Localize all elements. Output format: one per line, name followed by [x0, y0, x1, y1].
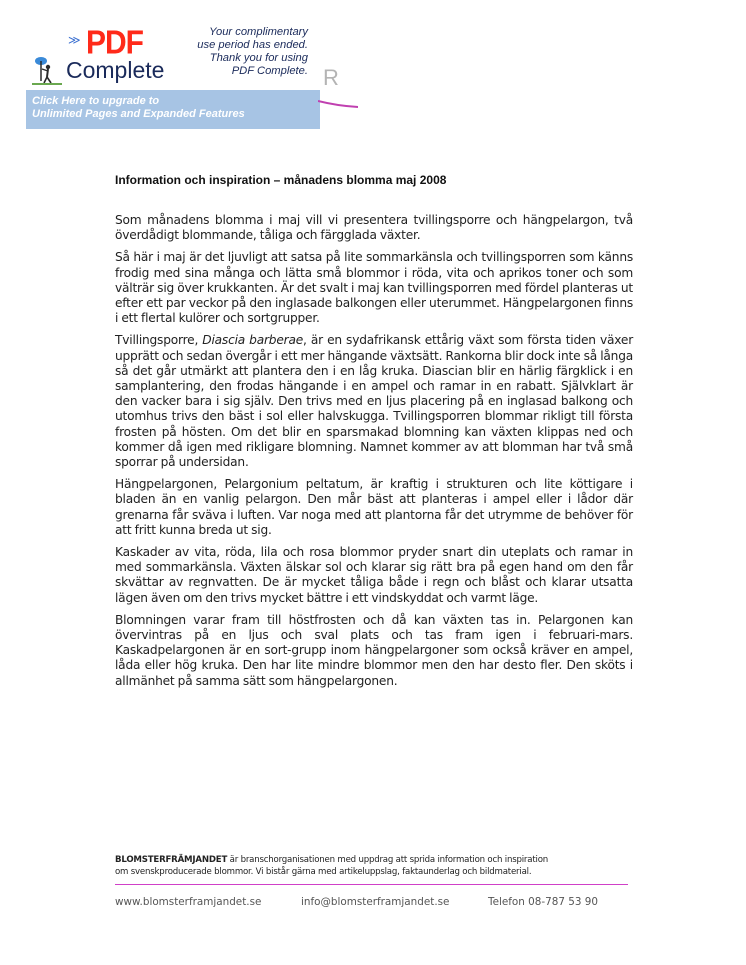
brand-complete: Complete: [66, 57, 165, 83]
org-name: BLOMSTERFRÄMJANDET: [115, 855, 228, 865]
paragraph: Som månadens blomma i maj vill vi presentera tvillingsporre och hängpelargon, två överdådigt blommande, tåliga och färgglada växter.: [115, 213, 633, 243]
double-chevron-icon: ≫: [68, 33, 81, 47]
expired-message-line: PDF Complete.: [231, 65, 308, 77]
letterhead-swoosh-icon: [318, 98, 358, 112]
upgrade-line[interactable]: Unlimited Pages and Expanded Features: [32, 108, 245, 120]
expired-message: [158, 26, 308, 78]
expired-message-line: Your complimentary: [209, 26, 308, 38]
footer-contact: [115, 896, 635, 908]
paragraph-text: Tvillingsporre,: [115, 333, 203, 348]
document-title: Information och inspiration – månadens blomma maj 2008: [115, 173, 447, 187]
paragraph: [115, 333, 633, 470]
expired-message-line: use period has ended.: [197, 39, 308, 51]
pdf-complete-banner[interactable]: [26, 25, 320, 129]
upgrade-link[interactable]: [26, 90, 320, 129]
about-line-1: är branschorganisationen med uppdrag att sprida information och inspiration: [227, 855, 548, 865]
footer-divider: [115, 884, 628, 885]
banner-logo-area: [26, 25, 320, 90]
document-body: [115, 213, 633, 696]
expired-message-line: Thank you for using: [209, 52, 308, 64]
paragraph: Blomningen varar fram till höstfrosten och då kan växten tas in. Pelargonen kan övervintras på en ljus och sval plats och tas fram igen i februari-mars. Kaskadpelargonen är en sort-grupp inom hängpelargoner som också kräver en ampel, låda eller hög kruka. Den har lite mindre blommor men den har desto fler. Den sköts i allmänhet på samma sätt som hängpelargonen.: [115, 612, 633, 688]
letterhead-logo-fragment: R: [323, 65, 339, 90]
footer-about: [115, 854, 635, 878]
species-name: Diascia barberae: [202, 333, 304, 348]
paragraph-text: , är en sydafrikansk ettårig växt som första tiden växer upprätt och sedan övergår i ett mer hängande växtsätt. Rankorna blir dock inte så långa så det går utmärkt att plantera den i en låg kruka. Diascian blir en härlig färgklick i en samplantering, den frodas hängande i en ampel och ramar in en rabatt. Självklart är den vacker bara i sig själv. Den trivs med en ljus placering på en inglasad balkong och utomhus trivs den bäst i sol eller halvskugga. Tvillingsporren blommar rikligt till första frosten på hösten. Om det blir en sparsmakad blomning kan växten klippas ned och kommer då igen med rikligare blomning. Namnet kommer av att blomman har två små sporrar på undersidan.: [115, 333, 634, 470]
figure-icon: [32, 53, 62, 85]
website-link[interactable]: www.blomsterframjandet.se: [115, 896, 262, 908]
about-line-2: om svenskproducerade blommor. Vi bistår gärna med artikeluppslag, faktaunderlag och bildmaterial.: [115, 867, 532, 877]
phone-number: Telefon 08-787 53 90: [488, 896, 599, 908]
paragraph: Så här i maj är det ljuvligt att satsa på lite sommarkänsla och tvillingsporren som känns frodig med sina många och lätta små blommor i röda, vita och aprikos toner och som välträr sig över krukkanten. Är det svalt i maj kan tvillingsporren med fördel planteras ut efter ett par veckor på den inglasade balkongen eller uterummet. Hängpelargonen finns i ett flertal kulörer och sortgrupper.: [115, 250, 633, 326]
upgrade-text[interactable]: [32, 95, 245, 121]
upgrade-line[interactable]: Click Here to upgrade to: [32, 95, 160, 107]
email-link[interactable]: info@blomsterframjandet.se: [301, 896, 450, 908]
brand-pdf: PDF: [86, 25, 143, 62]
paragraph: Kaskader av vita, röda, lila och rosa blommor pryder snart din uteplats och ramar in med sommarkänsla. Växten älskar sol och klarar sig rätt bra på egen hand om den får skvättar av regnvatten. De är mycket tåliga både i regn och blåst och klarar utsatta lägen även om den trivs mycket bättre i ett vindskyddat och varmt läge.: [115, 545, 633, 605]
paragraph: Hängpelargonen, Pelargonium peltatum, är kraftig i strukturen och lite köttigare i bladen än en vanlig pelargon. Den mår bäst att planteras i ampel eller i lådor där grenarna får sväva i luften. Var noga med att plantorna får det utrymme de behöver för att fritt kunna breda ut sig.: [115, 477, 633, 537]
